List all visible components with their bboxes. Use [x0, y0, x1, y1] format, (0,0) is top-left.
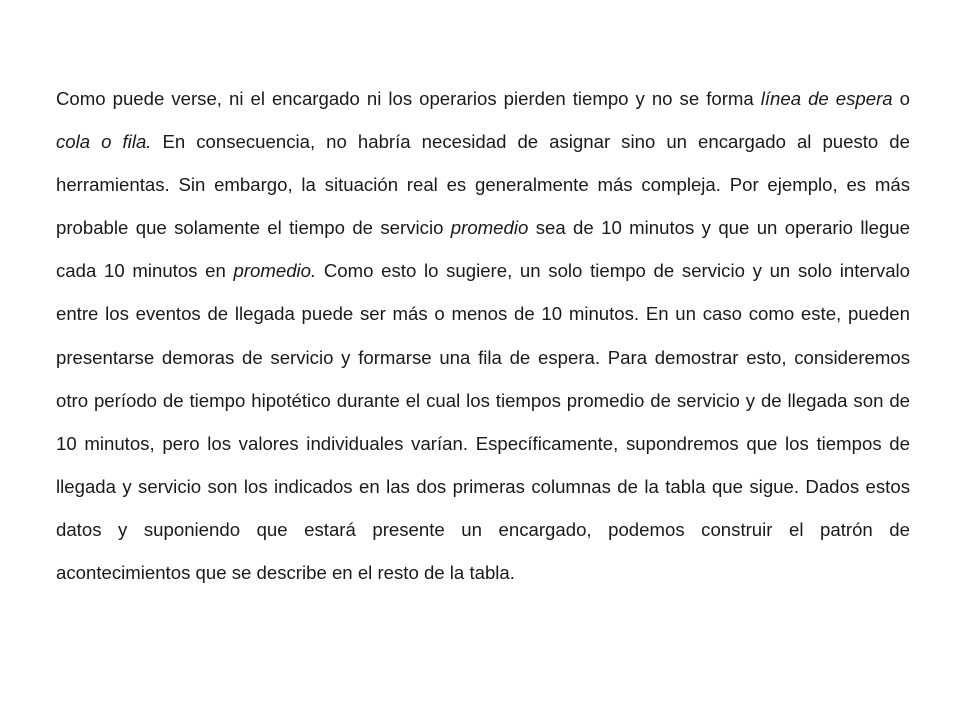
text-run: Como esto lo sugiere, un solo tiempo de servicio y un solo intervalo entre los eventos de llegada puede ser más o menos de 10 minutos. En un caso como este, pueden presentarse demoras de servicio y formarse una fila de espera. Para demostrar esto, consideremos otro período de tiempo hipotético durante el cual los tiempos promedio de servicio y de llegada son de 10 minutos, pero los valores individuales varían. Específicamente, supondremos que los tiempos de llegada y servicio son los indicados en las dos primeras columnas de la tabla que sigue. Dados estos datos y suponiendo que estará presente un encargado, podemos construir el patrón de acontecimientos que se describe en el resto de la tabla. [56, 260, 911, 584]
text-run-italic: promedio. [233, 260, 317, 282]
text-run-italic: línea de espera [760, 88, 893, 109]
text-run-italic: cola o fila. [56, 131, 152, 153]
body-paragraph [56, 77, 910, 594]
text-run: En consecuencia, no habría necesidad de asignar sino un encargado al puesto de herramientas. Sin embargo, la situación real es generalmente más compleja. Por ejemplo, es más probable que solamente el tiempo de servicio [56, 131, 910, 239]
text-run: Como puede verse, ni el encargado ni los operarios pierden tiempo y no se forma [56, 88, 761, 109]
text-run-italic: promedio [450, 217, 529, 239]
text-run: sea de 10 minutos y que un operario llegue cada 10 minutos en [56, 217, 910, 282]
text-run: o [892, 88, 910, 109]
